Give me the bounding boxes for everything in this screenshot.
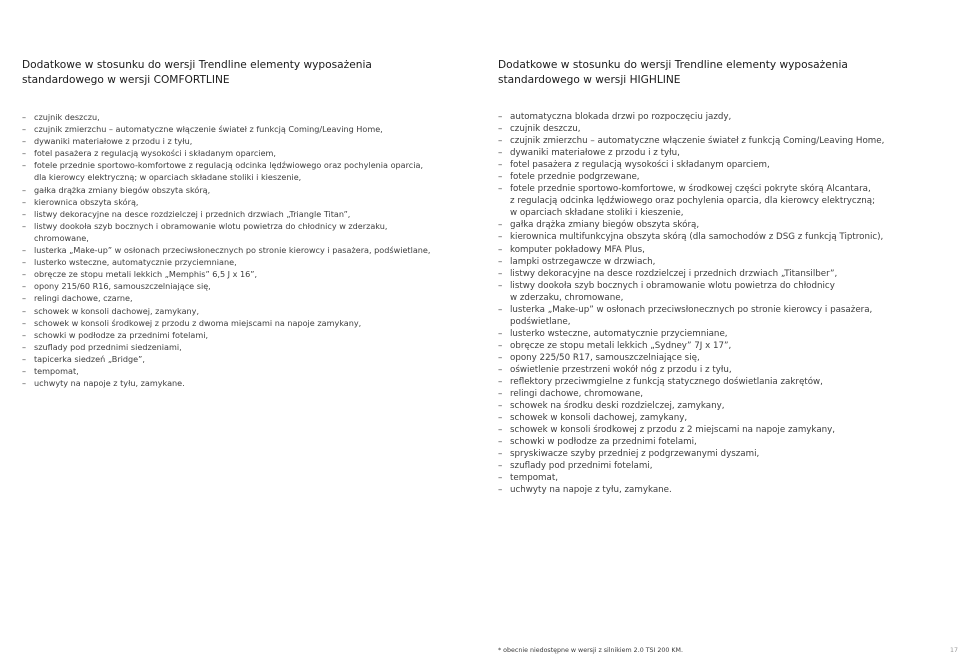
dash-bullet: – <box>498 244 503 255</box>
list-item <box>22 305 472 317</box>
dash-bullet: – <box>22 305 27 316</box>
list-item <box>498 424 918 436</box>
dash-bullet: – <box>22 196 27 207</box>
list-item-text: tempomat, <box>510 473 558 484</box>
dash-bullet: – <box>498 389 503 400</box>
list-item-text: fotel pasażera z regulacją wysokości i składanym oparciem, <box>510 160 770 171</box>
list-item <box>498 412 918 424</box>
dash-bullet: – <box>498 268 503 279</box>
dash-bullet: – <box>22 378 27 389</box>
dash-bullet: – <box>22 293 27 304</box>
list-item <box>22 268 472 280</box>
dash-bullet: – <box>22 136 27 147</box>
list-item-text: fotele przednie sportowo-komfortowe z regulacją odcinka lędźwiowego oraz pochylenia oparcia, dla kierowcy elektryczną; w oparciach składane stoliki i kieszenie, <box>34 160 424 183</box>
list-item-text: komputer pokładowy MFA Plus, <box>510 244 645 255</box>
list-item-text: lusterko wsteczne, automatycznie przyciemniane, <box>510 328 728 339</box>
list-item-text: tapicerka siedzeń „Bridge”, <box>34 353 145 364</box>
list-item <box>22 353 472 365</box>
dash-bullet: – <box>22 257 27 268</box>
dash-bullet: – <box>498 280 503 291</box>
list-item <box>498 460 918 472</box>
dash-bullet: – <box>22 220 27 231</box>
list-item <box>498 304 918 328</box>
list-item-text: listwy dookoła szyb bocznych i obramowanie wlotu powietrza do chłodnicy w zderzaku, chromowane, <box>34 220 388 243</box>
list-item <box>22 135 472 147</box>
list-item-text: reflektory przeciwmgielne z funkcją statycznego doświetlania zakrętów, <box>510 377 823 388</box>
list-item <box>498 256 918 268</box>
list-item-text: listwy dekoracyjne na desce rozdzielczej i przednich drzwiach „Titansilber”, <box>510 268 838 279</box>
list-item-text: lusterka „Make-up” w osłonach przeciwsłonecznych po stronie kierowcy i pasażera, podświetlane, <box>34 245 431 256</box>
list-item-text: uchwyty na napoje z tyłu, zamykane. <box>510 485 672 496</box>
list-item <box>22 159 472 183</box>
list-item-text: lusterko wsteczne, automatycznie przyciemniane, <box>34 257 237 268</box>
list-item <box>22 256 472 268</box>
dash-bullet: – <box>498 485 503 496</box>
list-item <box>498 448 918 460</box>
list-item-text: obręcze ze stopu metali lekkich „Sydney” 7J x 17”, <box>510 340 732 351</box>
list-item-text: opony 215/60 R16, samouszczelniające się, <box>34 281 211 292</box>
list-item-text: relingi dachowe, czarne, <box>34 293 133 304</box>
dash-bullet: – <box>22 160 27 171</box>
footnote: * obecnie niedostępne w wersji z silnikiem 2.0 TSI 200 KM. <box>498 647 683 654</box>
dash-bullet: – <box>498 401 503 412</box>
dash-bullet: – <box>22 341 27 352</box>
list-item-text: automatyczna blokada drzwi po rozpoczęciu jazdy, <box>510 112 732 122</box>
dash-bullet: – <box>498 377 503 388</box>
dash-bullet: – <box>22 329 27 340</box>
list-item <box>498 364 918 376</box>
list-item-text: dywaniki materiałowe z przodu i z tyłu, <box>510 148 680 159</box>
list-item <box>498 219 918 231</box>
comfortline-column <box>22 58 472 389</box>
list-item-text: lusterka „Make-up” w osłonach przeciwsłonecznych po stronie kierowcy i pasażera, podświetlane, <box>510 304 873 327</box>
list-item <box>22 329 472 341</box>
list-item <box>498 328 918 340</box>
dash-bullet: – <box>498 364 503 375</box>
dash-bullet: – <box>498 184 503 195</box>
dash-bullet: – <box>22 148 27 159</box>
list-item-text: schowek w konsoli środkowej z przodu z 2 miejscami na napoje zamykany, <box>510 425 836 436</box>
comfortline-heading: Dodatkowe w stosunku do wersji Trendline elementy wyposażenia standardowego w wersji COMFORTLINE <box>22 59 372 86</box>
list-item-text: schowek w konsoli dachowej, zamykany, <box>510 413 688 424</box>
dash-bullet: – <box>22 353 27 364</box>
list-item <box>498 183 918 219</box>
list-item <box>22 341 472 353</box>
list-item-text: spryskiwacze szyby przedniej z podgrzewanymi dyszami, <box>510 449 760 460</box>
list-item-text: fotele przednie podgrzewane, <box>510 172 640 183</box>
dash-bullet: – <box>22 365 27 376</box>
list-item <box>498 244 918 256</box>
list-item-text: czujnik deszczu, <box>34 112 100 122</box>
list-item-text: listwy dookoła szyb bocznych i obramowanie wlotu powietrza do chłodnicy w zderzaku, chromowane, <box>510 280 835 303</box>
dash-bullet: – <box>498 304 503 315</box>
list-item <box>498 400 918 412</box>
dash-bullet: – <box>498 124 503 135</box>
page-number: 17 <box>950 647 959 654</box>
list-item-text: fotel pasażera z regulacją wysokości i składanym oparciem, <box>34 148 277 159</box>
dash-bullet: – <box>22 124 27 135</box>
list-item <box>498 472 918 484</box>
list-item <box>22 220 472 244</box>
dash-bullet: – <box>22 317 27 328</box>
dash-bullet: – <box>498 473 503 484</box>
list-item <box>498 376 918 388</box>
list-item-text: schowek w konsoli dachowej, zamykany, <box>34 305 200 316</box>
list-item-text: oświetlenie przestrzeni wokół nóg z przodu i z tyłu, <box>510 364 732 375</box>
comfortline-equipment-list <box>22 111 472 389</box>
list-item <box>498 171 918 183</box>
list-item-text: czujnik zmierzchu – automatyczne włączenie świateł z funkcją Coming/Leaving Home, <box>34 124 383 135</box>
dash-bullet: – <box>498 160 503 171</box>
list-item <box>498 436 918 448</box>
dash-bullet: – <box>498 413 503 424</box>
list-item-text: obręcze ze stopu metali lekkich „Memphis” 6,5 J x 16”, <box>34 269 258 280</box>
dash-bullet: – <box>22 208 27 219</box>
list-item-text: lampki ostrzegawcze w drzwiach, <box>510 256 656 267</box>
list-item <box>498 231 918 243</box>
dash-bullet: – <box>22 281 27 292</box>
list-item-text: schowki w podłodze za przednimi fotelami, <box>34 329 209 340</box>
list-item <box>22 111 472 123</box>
list-item <box>498 340 918 352</box>
dash-bullet: – <box>498 328 503 339</box>
list-item <box>22 292 472 304</box>
list-item <box>498 159 918 171</box>
dash-bullet: – <box>498 256 503 267</box>
list-item <box>22 123 472 135</box>
list-item <box>498 352 918 364</box>
list-item <box>22 196 472 208</box>
list-item <box>22 377 472 389</box>
highline-column <box>498 58 918 497</box>
list-item-text: szuflady pod przednimi fotelami, <box>510 461 653 472</box>
list-item-text: listwy dekoracyjne na desce rozdzielczej i przednich drzwiach „Triangle Titan”, <box>34 208 351 219</box>
dash-bullet: – <box>498 461 503 472</box>
dash-bullet: – <box>498 352 503 363</box>
list-item-text: dywaniki materiałowe z przodu i z tyłu, <box>34 136 193 147</box>
list-item <box>22 184 472 196</box>
list-item <box>498 268 918 280</box>
dash-bullet: – <box>498 136 503 147</box>
dash-bullet: – <box>498 340 503 351</box>
list-item <box>498 280 918 304</box>
list-item <box>498 484 918 496</box>
dash-bullet: – <box>498 425 503 436</box>
list-item-text: tempomat, <box>34 365 79 376</box>
list-item <box>498 135 918 147</box>
list-item-text: schowek na środku deski rozdzielczej, zamykany, <box>510 401 725 412</box>
highline-equipment-list <box>498 111 918 497</box>
list-item-text: czujnik zmierzchu – automatyczne włączenie świateł z funkcją Coming/Leaving Home, <box>510 136 885 147</box>
dash-bullet: – <box>22 245 27 256</box>
dash-bullet: – <box>498 220 503 231</box>
list-item <box>22 244 472 256</box>
list-item-text: relingi dachowe, chromowane, <box>510 389 643 400</box>
list-item-text: kierownica multifunkcyjna obszyta skórą (dla samochodów z DSG z funkcją Tiptronic), <box>510 232 884 243</box>
dash-bullet: – <box>22 269 27 280</box>
dash-bullet: – <box>22 184 27 195</box>
list-item <box>22 317 472 329</box>
list-item-text: czujnik deszczu, <box>510 124 581 135</box>
list-item-text: uchwyty na napoje z tyłu, zamykane. <box>34 378 185 389</box>
dash-bullet: – <box>498 437 503 448</box>
dash-bullet: – <box>498 449 503 460</box>
list-item <box>22 208 472 220</box>
dash-bullet: – <box>498 232 503 243</box>
list-item-text: fotele przednie sportowo-komfortowe, w środkowej części pokryte skórą Alcantara, z regulacją odcinka lędźwiowego oraz pochylenia oparcia, dla kierowcy elektryczną; w oparciach składane stoliki i kieszenie, <box>510 184 876 219</box>
list-item-text: schowek w konsoli środkowej z przodu z dwoma miejscami na napoje zamykany, <box>34 317 362 328</box>
list-item-text: schowki w podłodze za przednimi fotelami, <box>510 437 697 448</box>
list-item-text: szuflady pod przednimi siedzeniami, <box>34 341 182 352</box>
list-item <box>498 123 918 135</box>
list-item-text: gałka drążka zmiany biegów obszyta skórą, <box>510 220 700 231</box>
list-item <box>498 111 918 123</box>
dash-bullet: – <box>498 148 503 159</box>
list-item <box>22 365 472 377</box>
dash-bullet: – <box>498 172 503 183</box>
list-item-text: kierownica obszyta skórą, <box>34 196 139 207</box>
dash-bullet: – <box>498 112 503 122</box>
list-item <box>498 147 918 159</box>
highline-heading: Dodatkowe w stosunku do wersji Trendline elementy wyposażenia standardowego w wersji HIGHLINE <box>498 59 848 86</box>
list-item-text: gałka drążka zmiany biegów obszyta skórą, <box>34 184 211 195</box>
list-item <box>498 388 918 400</box>
list-item-text: opony 225/50 R17, samouszczelniające się, <box>510 352 700 363</box>
dash-bullet: – <box>22 112 27 122</box>
list-item <box>22 147 472 159</box>
list-item <box>22 280 472 292</box>
